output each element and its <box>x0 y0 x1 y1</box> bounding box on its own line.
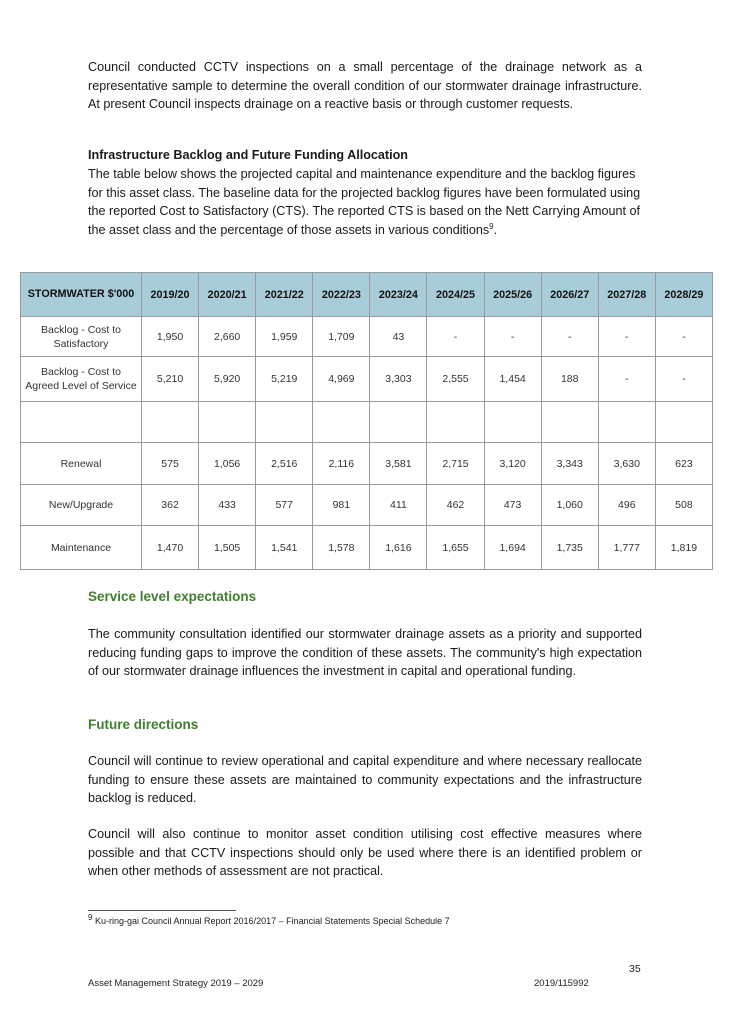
year-header: 2023/24 <box>370 273 427 317</box>
table-cell: 2,116 <box>313 443 370 485</box>
table-cell: 1,578 <box>313 526 370 570</box>
table-cell: - <box>541 317 598 357</box>
backlog-heading: Infrastructure Backlog and Future Funding Allocation <box>88 148 408 162</box>
year-header: 2028/29 <box>655 273 712 317</box>
table-cell: 5,210 <box>142 357 199 402</box>
table-cell: 1,470 <box>142 526 199 570</box>
table-row <box>21 317 713 357</box>
footnote-text: Ku-ring-gai Council Annual Report 2016/2017 – Financial Statements Special Schedule 7 <box>94 916 450 926</box>
table-cell <box>370 402 427 443</box>
row-label: Backlog - Cost to Satisfactory <box>21 317 142 357</box>
table-row <box>21 357 713 402</box>
table-cell <box>655 402 712 443</box>
table-cell: 1,505 <box>199 526 256 570</box>
footnote-divider <box>88 910 236 911</box>
table-cell: 5,219 <box>256 357 313 402</box>
row-label: New/Upgrade <box>21 485 142 526</box>
table-cell: 1,655 <box>427 526 484 570</box>
stormwater-funding-table <box>20 272 713 570</box>
table-cell: 188 <box>541 357 598 402</box>
year-header: 2026/27 <box>541 273 598 317</box>
table-cell: 981 <box>313 485 370 526</box>
row-label <box>21 402 142 443</box>
backlog-body-end: . <box>493 222 498 237</box>
table-cell: 2,715 <box>427 443 484 485</box>
backlog-paragraph <box>88 165 642 239</box>
table-cell: 433 <box>199 485 256 526</box>
table-cell: 462 <box>427 485 484 526</box>
footer-reference: 2019/115992 <box>534 978 589 989</box>
table-cell: 411 <box>370 485 427 526</box>
year-header: 2021/22 <box>256 273 313 317</box>
table-cell: 575 <box>142 443 199 485</box>
row-label: Maintenance <box>21 526 142 570</box>
table-cell: - <box>655 317 712 357</box>
table-cell <box>484 402 541 443</box>
table-cell: 5,920 <box>199 357 256 402</box>
year-header: 2024/25 <box>427 273 484 317</box>
table-cell: - <box>598 317 655 357</box>
future-directions-paragraph-2: Council will also continue to monitor asset condition utilising cost effective measures where possible and that CCTV inspections should only be used where there is an identified problem or when other methods of assessment are not practical. <box>88 827 642 878</box>
table-cell: 577 <box>256 485 313 526</box>
table-cell: 1,616 <box>370 526 427 570</box>
year-header: 2025/26 <box>484 273 541 317</box>
table-cell: 1,735 <box>541 526 598 570</box>
table-cell: 508 <box>655 485 712 526</box>
table-cell <box>427 402 484 443</box>
table-cell <box>142 402 199 443</box>
table-cell: 1,959 <box>256 317 313 357</box>
footnote-reference: 9 <box>489 221 494 231</box>
table-cell <box>313 402 370 443</box>
table-header-row <box>21 273 713 317</box>
table-row <box>21 485 713 526</box>
table-cell: - <box>427 317 484 357</box>
table-cell: 1,694 <box>484 526 541 570</box>
table-cell: 3,581 <box>370 443 427 485</box>
table-cell: 3,303 <box>370 357 427 402</box>
year-header: 2019/20 <box>142 273 199 317</box>
year-header: 2027/28 <box>598 273 655 317</box>
table-cell: 4,969 <box>313 357 370 402</box>
table-cell: 1,709 <box>313 317 370 357</box>
future-directions-paragraph-1: Council will continue to review operational and capital expenditure and where necessary reallocate funding to ensure these assets are maintained to community expectations and the infrastructure backlog is reduced. <box>88 754 642 805</box>
future-directions-heading: Future directions <box>88 717 199 732</box>
table-cell: 1,454 <box>484 357 541 402</box>
table-cell: 1,056 <box>199 443 256 485</box>
table-cell: 496 <box>598 485 655 526</box>
table-cell: 3,630 <box>598 443 655 485</box>
table-cell <box>256 402 313 443</box>
service-level-heading: Service level expectations <box>88 589 257 604</box>
table-cell <box>598 402 655 443</box>
table-cell: 43 <box>370 317 427 357</box>
year-header: 2022/23 <box>313 273 370 317</box>
table-row-empty <box>21 402 713 443</box>
intro-paragraph: Council conducted CCTV inspections on a small percentage of the drainage network as a representative sample to determine the overall condition of our stormwater drainage infrastructure. At present Council inspects drainage on a reactive basis or through customer requests. <box>88 60 642 111</box>
table-cell: 473 <box>484 485 541 526</box>
row-label: Backlog - Cost to Agreed Level of Service <box>21 357 142 402</box>
table-cell: 3,343 <box>541 443 598 485</box>
table-cell: 1,541 <box>256 526 313 570</box>
footnote <box>88 913 450 926</box>
service-level-paragraph: The community consultation identified our stormwater drainage assets as a priority and supported reducing funding gaps to improve the condition of these assets. The community's high expectation of our stormwater drainage influences the investment in capital and operational funding. <box>88 627 642 678</box>
table-cell: 3,120 <box>484 443 541 485</box>
table-corner-header: STORMWATER $'000 <box>21 273 142 317</box>
table-cell: - <box>598 357 655 402</box>
table-cell: 2,516 <box>256 443 313 485</box>
table-cell: 2,555 <box>427 357 484 402</box>
table-cell: - <box>655 357 712 402</box>
table-cell: 1,060 <box>541 485 598 526</box>
table-cell: 1,950 <box>142 317 199 357</box>
row-label: Renewal <box>21 443 142 485</box>
table-cell: - <box>484 317 541 357</box>
table-cell <box>199 402 256 443</box>
table-cell: 623 <box>655 443 712 485</box>
table-cell <box>541 402 598 443</box>
footnote-number: 9 <box>88 913 93 922</box>
backlog-body: The table below shows the projected capital and maintenance expenditure and the backlog figures for this asset class. The baseline data for the projected backlog figures have been formulated using the reported Cost to Satisfactory (CTS). The reported CTS is based on the Nett Carrying Amount of the asset class and the percentage of those assets in various conditions <box>88 167 641 237</box>
table-cell: 2,660 <box>199 317 256 357</box>
footer-document-title: Asset Management Strategy 2019 – 2029 <box>88 978 264 989</box>
table-cell: 362 <box>142 485 199 526</box>
table-row <box>21 526 713 570</box>
table-cell: 1,819 <box>655 526 712 570</box>
table-row <box>21 443 713 485</box>
year-header: 2020/21 <box>199 273 256 317</box>
page-number: 35 <box>629 963 641 975</box>
table-cell: 1,777 <box>598 526 655 570</box>
